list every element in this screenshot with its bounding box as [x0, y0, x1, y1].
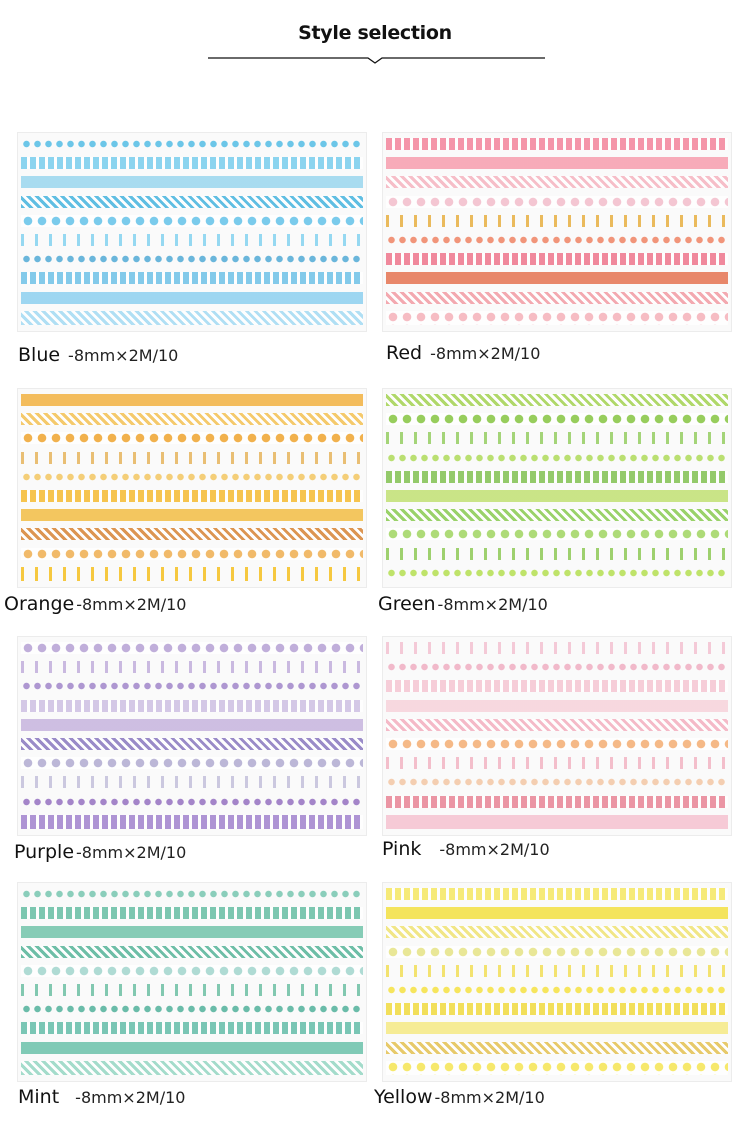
- washi-tape-strip: [21, 548, 363, 560]
- washi-swatch-purple: [17, 636, 367, 836]
- header: [0, 0, 750, 80]
- washi-tape-strip: [386, 1022, 728, 1034]
- washi-tape-strip: [21, 452, 363, 464]
- washi-tape-strip: [386, 292, 728, 304]
- caption-yellow: [374, 1086, 545, 1108]
- washi-tape-strip: [21, 1003, 363, 1015]
- washi-swatch-yellow: [382, 882, 732, 1082]
- washi-tape-strip: [21, 1022, 363, 1034]
- washi-tape-strip: [21, 215, 363, 227]
- washi-tape-strip: [386, 757, 728, 769]
- washi-tape-strip: [21, 946, 363, 958]
- style-name: Mint: [18, 1086, 60, 1108]
- washi-tape-strip: [21, 661, 363, 673]
- washi-tape-strip: [21, 719, 363, 731]
- caption-blue: [18, 344, 178, 366]
- washi-tape-strip: [21, 253, 363, 265]
- washi-tape-strip: [386, 1003, 728, 1015]
- washi-tape-strip: [21, 509, 363, 521]
- washi-tape-strip: [21, 984, 363, 996]
- washi-tape-strip: [21, 138, 363, 150]
- washi-tape-strip: [21, 471, 363, 483]
- washi-tape-strip: [21, 757, 363, 769]
- washi-tape-strip: [386, 413, 728, 425]
- washi-tape-strip: [21, 1061, 363, 1075]
- washi-tape-strip: [386, 528, 728, 540]
- caption-mint: [18, 1086, 185, 1108]
- washi-tape-strip: [386, 888, 728, 900]
- washi-tape-strip: [386, 196, 728, 208]
- washi-tape-strip: [21, 776, 363, 788]
- washi-tape-strip: [21, 432, 363, 444]
- style-spec: -8mm×2M/10: [437, 595, 548, 614]
- washi-tape-strip: [21, 567, 363, 581]
- washi-tape-strip: [21, 700, 363, 712]
- washi-tape-strip: [21, 888, 363, 900]
- page-title: Style selection: [298, 22, 452, 44]
- washi-tape-strip: [386, 509, 728, 521]
- style-spec: -8mm×2M/10: [434, 1088, 545, 1107]
- style-name: Purple: [14, 841, 75, 863]
- style-name: Pink: [382, 838, 422, 860]
- washi-tape-strip: [21, 926, 363, 938]
- washi-tape-strip: [386, 272, 728, 284]
- washi-tape-strip: [386, 796, 728, 808]
- style-spec: -8mm×2M/10: [430, 344, 541, 363]
- style-spec: -8mm×2M/10: [75, 1088, 186, 1107]
- washi-tape-strip: [386, 661, 728, 673]
- washi-tape-strip: [21, 272, 363, 284]
- washi-tape-strip: [386, 776, 728, 788]
- washi-tape-strip: [386, 253, 728, 265]
- caption-green: [378, 593, 548, 615]
- caption-red: [386, 342, 540, 364]
- washi-tape-strip: [21, 796, 363, 808]
- washi-tape-strip: [386, 138, 728, 150]
- washi-tape-strip: [21, 965, 363, 977]
- washi-tape-strip: [386, 719, 728, 731]
- washi-tape-strip: [386, 471, 728, 483]
- washi-tape-strip: [386, 984, 728, 996]
- washi-tape-strip: [21, 1042, 363, 1054]
- washi-tape-strip: [386, 548, 728, 560]
- washi-tape-strip: [21, 413, 363, 425]
- washi-tape-strip: [386, 1042, 728, 1054]
- washi-tape-strip: [386, 965, 728, 977]
- washi-tape-strip: [21, 490, 363, 502]
- washi-tape-strip: [21, 528, 363, 540]
- washi-tape-strip: [386, 926, 728, 938]
- washi-tape-strip: [386, 567, 728, 581]
- style-name: Yellow: [374, 1086, 433, 1108]
- washi-swatch-orange: [17, 388, 367, 588]
- washi-swatch-green: [382, 388, 732, 588]
- washi-tape-strip: [386, 700, 728, 712]
- washi-tape-strip: [386, 642, 728, 654]
- washi-tape-strip: [386, 176, 728, 188]
- washi-tape-strip: [386, 234, 728, 246]
- washi-tape-strip: [21, 907, 363, 919]
- style-spec: -8mm×2M/10: [68, 346, 179, 365]
- washi-tape-strip: [386, 157, 728, 169]
- washi-tape-strip: [386, 680, 728, 692]
- washi-tape-strip: [21, 196, 363, 208]
- washi-tape-strip: [21, 815, 363, 829]
- washi-tape-strip: [386, 946, 728, 958]
- washi-tape-strip: [21, 311, 363, 325]
- caption-pink: [382, 838, 550, 860]
- washi-tape-strip: [386, 738, 728, 750]
- washi-swatch-blue: [17, 132, 367, 332]
- washi-tape-strip: [21, 680, 363, 692]
- style-name: Red: [386, 342, 423, 364]
- title-divider: [0, 52, 750, 68]
- style-name: Orange: [4, 593, 75, 615]
- washi-tape-strip: [386, 215, 728, 227]
- washi-tape-strip: [386, 907, 728, 919]
- washi-swatch-pink: [382, 636, 732, 836]
- washi-swatch-red: [382, 132, 732, 332]
- washi-tape-strip: [21, 157, 363, 169]
- washi-tape-strip: [386, 394, 728, 406]
- washi-tape-strip: [386, 452, 728, 464]
- washi-tape-strip: [386, 490, 728, 502]
- style-name: Green: [378, 593, 436, 615]
- caption-purple: [14, 841, 186, 863]
- washi-tape-strip: [21, 738, 363, 750]
- washi-tape-strip: [386, 432, 728, 444]
- washi-tape-strip: [21, 234, 363, 246]
- washi-swatch-mint: [17, 882, 367, 1082]
- style-spec: -8mm×2M/10: [439, 840, 550, 859]
- caption-orange: [4, 593, 186, 615]
- washi-tape-strip: [21, 394, 363, 406]
- washi-tape-strip: [21, 292, 363, 304]
- style-spec: -8mm×2M/10: [76, 595, 187, 614]
- washi-tape-strip: [21, 176, 363, 188]
- washi-tape-strip: [386, 815, 728, 829]
- washi-tape-strip: [386, 311, 728, 325]
- washi-tape-strip: [21, 642, 363, 654]
- washi-tape-strip: [386, 1061, 728, 1075]
- style-name: Blue: [18, 344, 61, 366]
- style-spec: -8mm×2M/10: [76, 843, 187, 862]
